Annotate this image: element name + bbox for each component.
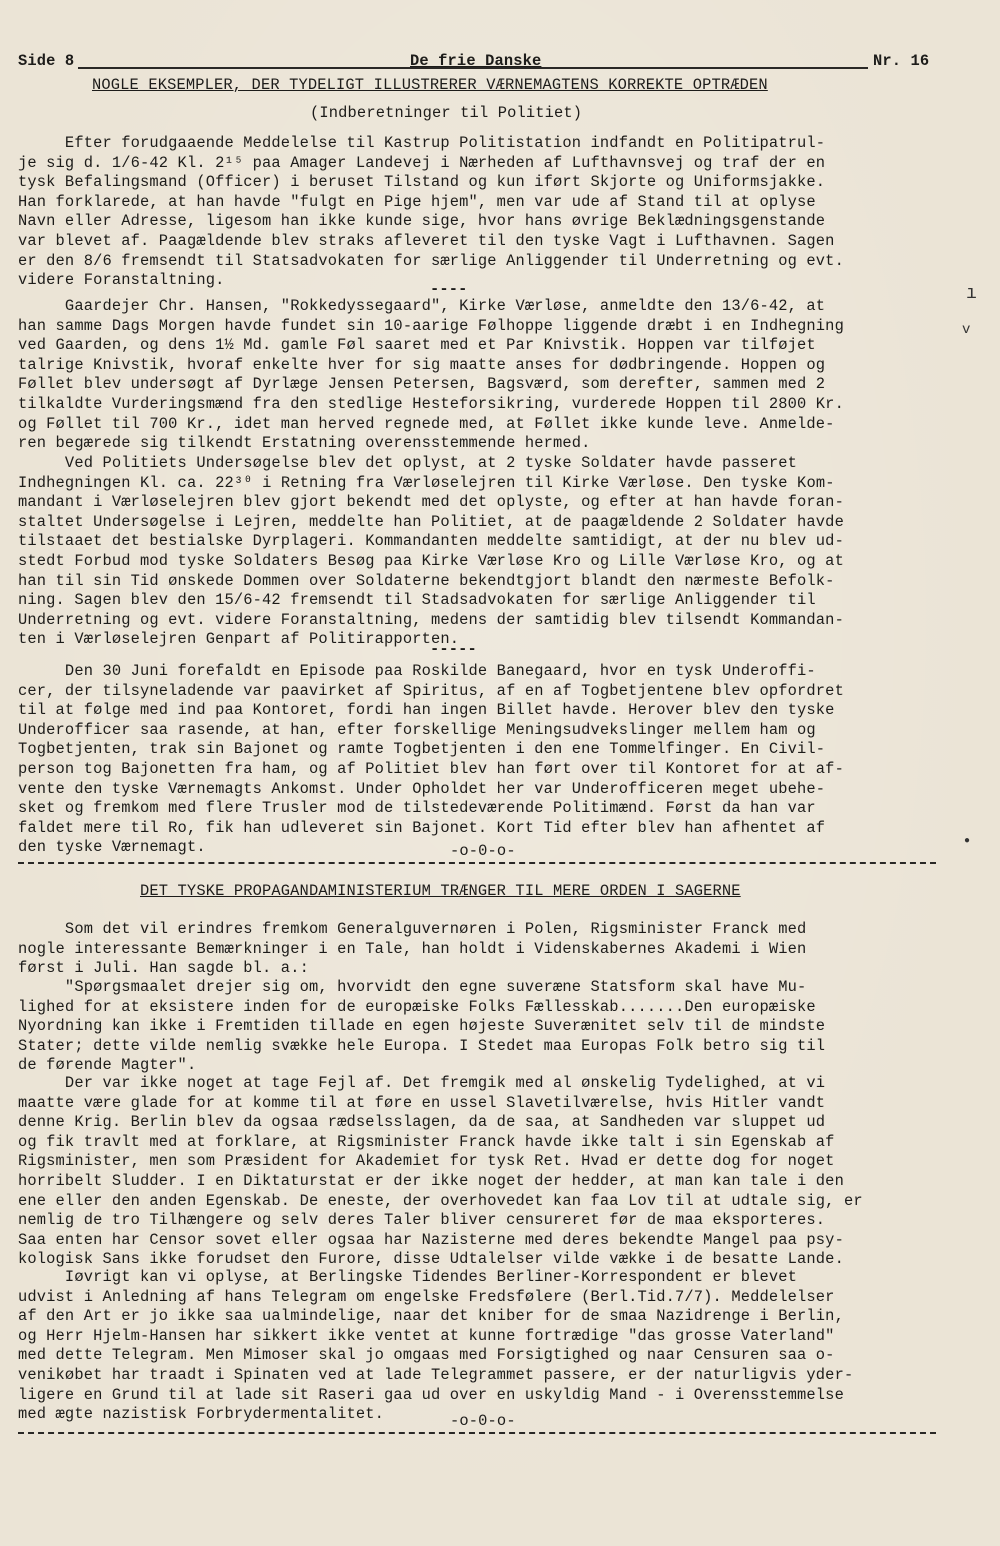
- section-divider-1: [18, 862, 936, 864]
- margin-mark: v: [962, 322, 971, 338]
- newspaper-name: De frie Danske: [410, 52, 542, 70]
- article1-subtitle: (Indberetninger til Politiet): [310, 104, 583, 122]
- article1-paragraph-3: Ved Politiets Undersøgelse blev det oplyst, at 2 tyske Soldater havde passeret Indhegningen Kl. ca. 22³⁰ i Retning fra Værløselejren til Kirke Værløse. Den tyske Kom- mandant i Værløselejren blev gjort bekendt med det oplyste, og efter at han havde foran- staltet Undersøgelse i Lejren, meddelte han Politiet, at de paagældende 2 Soldater havde tilstaaet det bestialske Dyrplageri. Kommandanten meddelte samtidigt, at der nu blev ud- stedt Forbud mod tyske Soldaters Besøg paa Kirke Værløse Kro og Lille Værløse Kro, og at han til sin Tid ønskede Dommen over Soldaterne bekendtgjort blandt den nærmeste Befolk- ning. Sagen blev den 15/6-42 fremsendt til Stadsadvokaten for særlige Anliggender til Underretning og evt. videre Foranstaltning, medens der samtidig blev tilsendt Kommandan- ten i Værløselejren Genpart af Politirapporten.: [18, 454, 844, 649]
- article1-paragraph-1: Efter forudgaaende Meddelelse til Kastrup Politistation indfandt en Politipatrul- je sig d. 1/6-42 Kl. 2¹⁵ paa Amager Landevej i Nærheden af Lufthavnsvej og traf der en tysk Befalingsmand (Officer) i beruset Tilstand og kun iført Skjorte og Uniformsjakke. Han forklarede, at han havde "fulgt en Pige hjem", men var ude af Stand til at oplyse Navn eller Adresse, ligesom han ikke kunde sige, hvor hans øvrige Beklædningsgenstande var blevet af. Paagældende blev straks afleveret til den tyske Vagt i Lufthavnen. Sagen er den 8/6 fremsendt til Statsadvokaten for særlige Anliggender til Underretning og evt. videre Foranstaltning.: [18, 134, 844, 290]
- article2-title: DET TYSKE PROPAGANDAMINISTERIUM TRÆNGER TIL MERE ORDEN I SAGERNE: [140, 882, 741, 900]
- article1-paragraph-2: Gaardejer Chr. Hansen, "Rokkedyssegaard", Kirke Værløse, anmeldte den 13/6-42, at han samme Dags Morgen havde fundet sin 10-aarige Følhoppe liggende dræbt i en Indhegning ved Gaarden, og dens 1½ Md. gamle Føl saaret med et Par Knivstik. Hoppen var tilføjet talrige Knivstik, hvoraf enkelte hver for sig maatte anses for dødbringende. Hoppen og Føllet blev undersøgt af Dyrlæge Jensen Petersen, Bagsværd, som derefter, sammen med 2 tilkaldte Vurderingsmænd fra den stedlige Hesteforsikring, vurderede Hoppen til 2800 Kr. og Føllet til 700 Kr., idet man herved regnede med, at Føllet ikke kunde leve. Anmelde- ren begærede sig tilkendt Erstatning overensstemmende hermed.: [18, 297, 844, 453]
- page-number: Side 8: [18, 52, 75, 70]
- issue-number: Nr. 16: [873, 52, 930, 70]
- page-header: [18, 52, 928, 72]
- article1-title: NOGLE EKSEMPLER, DER TYDELIGT ILLUSTRERER VÆRNEMAGTENS KORREKTE OPTRÆDEN: [92, 76, 768, 94]
- article2-paragraph-3: Iøvrigt kan vi oplyse, at Berlingske Tidendes Berliner-Korrespondent er blevet udvist i Anledning af hans Telegram om engelske Fredsfølere (Berl.Tid.7/7). Meddelelser af den Art er jo ikke saa ualmindelige, naar det kniber for de smaa Nazidrenge i Berlin, og Herr Hjelm-Hansen har sikkert ikke ventet at kunne fortrædige "das grosse Vaterland" med dette Telegram. Men Mimoser skal jo omgaas med Forsigtighed og naar Censuren saa o- venikøbet har traadt i Spinaten ved at lade Telegrammet passere, er der naturligvis yder- ligere en Grund til at lade sit Raseri gaa ud over en uskyldig Mand - i Overensstemmelse med ægte nazistisk Forbrydermentalitet.: [18, 1268, 854, 1424]
- article2-quote: "Spørgsmaalet drejer sig om, hvorvidt den egne suveræne Statsform skal have Mu- lighed for at eksistere inden for de europæiske Folks Fællesskab.......Den europæiske Nyordning kan ikke i Fremtiden tillade en egen højeste Suverænitet selv til de mindste Stater; dette vilde nemlig svække hele Europa. I Stedet maa Europas Folk betro sig til de førende Magter".: [18, 978, 826, 1075]
- article1-paragraph-4: Den 30 Juni forefaldt en Episode paa Roskilde Banegaard, hvor en tysk Underoffi- cer, der tilsyneladende var paavirket af Spiritus, af en af Togbetjentene blev opfordret til at følge med ind paa Kontoret, fordi han ingen Billet havde. Herover blev den tyske Underofficer saa rasende, at han, efter forskellige Meningsudvekslinger mellem ham og Togbetjenten, trak sin Bajonet og ramte Togbetjenten i den ene Tommelfinger. En Civil- person tog Bajonetten fra ham, og af Politiet blev han ført over til Kontoret for at af- vente den tyske Værnemagts Ankomst. Under Opholdet her var Underofficeren meget ubehe- sket og fremkom med flere Trusler mod de tilstedeværende Politimænd. Først da han var faldet mere til Ro, fik han udleveret sin Bajonet. Kort Tid efter blev han afhentet af den tyske Værnemagt.: [18, 662, 844, 857]
- article1-separator-1: ----: [430, 280, 468, 298]
- section-divider-2: [18, 1432, 936, 1434]
- article2-paragraph-1: Som det vil erindres fremkom Generalguvernøren i Polen, Rigsminister Franck med nogle interessante Bemærkninger i en Tale, han holdt i Videnskabernes Akademi i Wien først i Juli. Han sagde bl. a.:: [18, 920, 807, 978]
- article2-end-mark: -o-0-o-: [450, 1412, 516, 1430]
- article1-separator-2: -----: [430, 640, 477, 658]
- margin-mark: ı: [966, 284, 977, 304]
- margin-mark: ●: [964, 836, 971, 847]
- article1-end-mark: -o-0-o-: [450, 842, 516, 860]
- article2-paragraph-2: Der var ikke noget at tage Fejl af. Det fremgik med al ønskelig Tydelighed, at vi maatte være glade for at komme til at føre en ussel Slavetilværelse, hvis Hitler vandt denne Krig. Berlin blev da ogsaa rædselsslagen, da de saa, at Sandheden var sluppet ud og fik travlt med at forklare, at Rigsminister Franck havde ikke talt i sin Egenskab af Rigsminister, men som Præsident for Akademiet for tysk Ret. Hvad er dette dog for noget horribelt Sludder. I en Diktaturstat er der ikke noget der hedder, at man kan tale i den ene eller den anden Egenskab. De eneste, der overhovedet kan faa Lov til at udtale sig, er nemlig de tro Tilhængere og selv deres Taler bliver censureret før de maa eksporteres. Saa enten har Censor sovet eller ogsaa har Nazisterne med deres bekendte Mangel paa psy- kologisk Sans ikke forudset den Furore, disse Udtalelser vilde vække i de besatte Lande.: [18, 1074, 863, 1269]
